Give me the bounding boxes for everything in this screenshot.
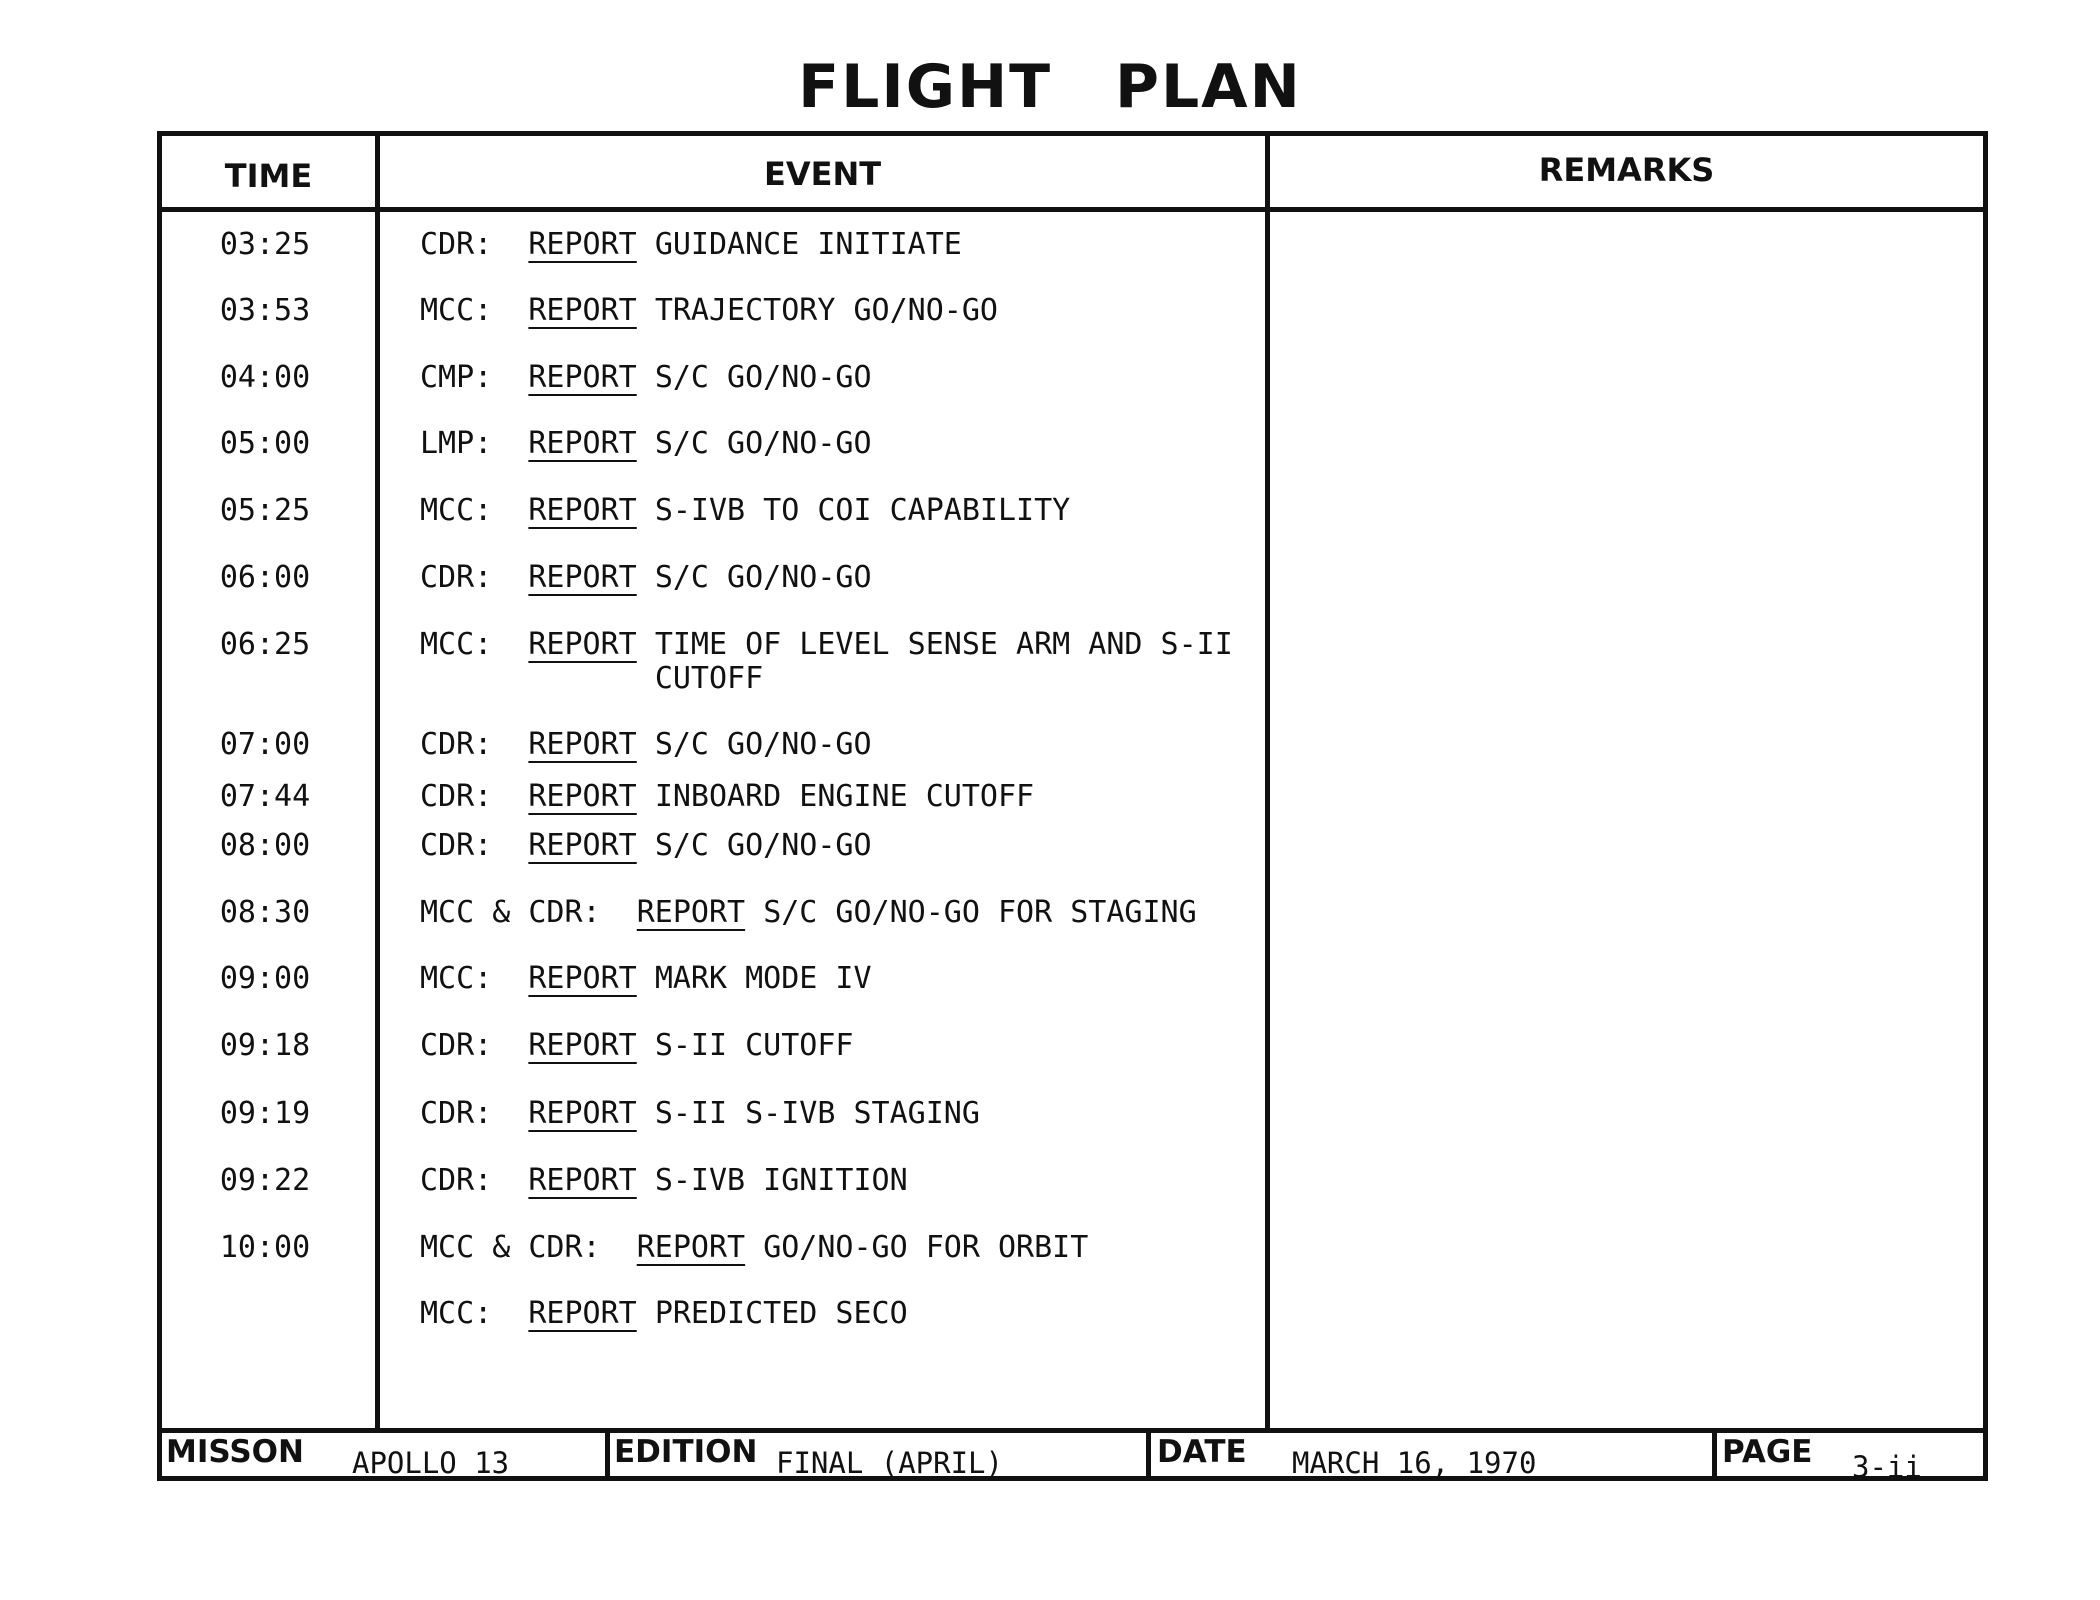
- row-description: [655, 228, 962, 262]
- row-actor: CDR:: [420, 1096, 493, 1131]
- footer-divider-1: [605, 1428, 610, 1481]
- row-text: S-IVB TO COI CAPABILITY: [654, 493, 1071, 528]
- row-actor: CDR:: [420, 1163, 493, 1198]
- row-time: 08:30: [219, 895, 311, 930]
- row-time: 08:00: [219, 828, 311, 863]
- row-action: REPORT: [528, 560, 637, 595]
- row-action: REPORT: [528, 1296, 637, 1331]
- row-actor: CDR:: [420, 779, 493, 814]
- row-actor: LMP:: [420, 426, 493, 461]
- row-text: TIME OF LEVEL SENSE ARM AND S-II: [654, 627, 1233, 662]
- row-event: [420, 361, 872, 395]
- time-header: TIME: [224, 157, 313, 195]
- row-actor: CDR:: [420, 1028, 493, 1063]
- event-column-divider: [1265, 131, 1270, 1433]
- row-time: 09:18: [219, 1028, 311, 1063]
- row-description: [763, 1231, 1088, 1265]
- row-actor: MCC & CDR:: [420, 1230, 601, 1265]
- row-event: [420, 294, 998, 328]
- row-event: [420, 228, 962, 262]
- footer-divider-2: [1146, 1428, 1151, 1481]
- row-text: S/C GO/NO-GO: [654, 360, 872, 395]
- remarks-header: REMARKS: [1538, 151, 1715, 189]
- row-action: REPORT: [528, 828, 637, 863]
- row-event: [420, 780, 1034, 814]
- row-time: 06:25: [219, 627, 311, 662]
- footer-divider-3: [1712, 1428, 1717, 1481]
- row-text: TRAJECTORY GO/NO-GO: [654, 293, 998, 328]
- row-time: 09:19: [219, 1096, 311, 1131]
- row-time: 06:00: [219, 560, 311, 595]
- row-time: 07:44: [219, 779, 311, 814]
- edition-label: EDITION: [614, 1434, 758, 1470]
- row-event: [420, 1029, 854, 1063]
- row-event: [420, 427, 872, 461]
- row-description: [655, 728, 872, 762]
- row-event: [420, 829, 872, 863]
- row-description: [655, 294, 998, 328]
- row-description: [655, 1164, 908, 1198]
- row-description: [763, 896, 1196, 930]
- row-description: [655, 427, 872, 461]
- row-description: [655, 1297, 908, 1331]
- row-actor: MCC:: [420, 961, 493, 996]
- row-time: 04:00: [219, 360, 311, 395]
- row-action: REPORT: [528, 293, 637, 328]
- row-time: 03:53: [219, 293, 311, 328]
- row-actor: CDR:: [420, 828, 493, 863]
- row-action: REPORT: [528, 961, 637, 996]
- row-actor: CDR:: [420, 560, 493, 595]
- row-event: [420, 1231, 1088, 1265]
- row-action: REPORT: [528, 779, 637, 814]
- mission-value: APOLLO 13: [352, 1446, 510, 1480]
- row-text: S/C GO/NO-GO FOR STAGING: [763, 895, 1197, 930]
- row-text: S/C GO/NO-GO: [654, 828, 872, 863]
- row-event: [420, 1297, 908, 1331]
- header-divider: [157, 207, 1988, 212]
- row-text: S-II S-IVB STAGING: [654, 1096, 980, 1131]
- row-action: REPORT: [528, 727, 637, 762]
- row-event: [420, 628, 1233, 696]
- row-actor: MCC:: [420, 627, 493, 662]
- row-event: [420, 561, 872, 595]
- row-event: [420, 1097, 980, 1131]
- row-description: [655, 829, 872, 863]
- row-text: S-II CUTOFF: [654, 1028, 854, 1063]
- row-time: 10:00: [219, 1230, 311, 1265]
- row-time: 09:00: [219, 961, 311, 996]
- time-column-divider: [375, 131, 380, 1433]
- row-text-continued: CUTOFF: [654, 661, 764, 696]
- mission-label: MISSON: [166, 1434, 304, 1470]
- row-actor: MCC:: [420, 293, 493, 328]
- row-description: [655, 494, 1070, 528]
- row-action: REPORT: [636, 895, 746, 930]
- row-time: 05:00: [219, 426, 311, 461]
- row-actor: CMP:: [420, 360, 493, 395]
- row-action: REPORT: [528, 627, 637, 662]
- row-text: S/C GO/NO-GO: [654, 560, 872, 595]
- row-actor: CDR:: [420, 227, 493, 262]
- row-actor: MCC:: [420, 1296, 493, 1331]
- row-action: REPORT: [528, 426, 637, 461]
- row-event: [420, 494, 1070, 528]
- row-text: S/C GO/NO-GO: [654, 727, 872, 762]
- row-time: 09:22: [219, 1163, 311, 1198]
- row-text: GUIDANCE INITIATE: [654, 227, 962, 262]
- row-event: [420, 896, 1197, 930]
- row-time: 03:25: [219, 227, 311, 262]
- row-description: [655, 361, 872, 395]
- row-actor: CDR:: [420, 727, 493, 762]
- row-description: [655, 962, 872, 996]
- row-actor: MCC & CDR:: [420, 895, 601, 930]
- page-value: 3-ii: [1852, 1450, 1922, 1484]
- row-action: REPORT: [636, 1230, 746, 1265]
- edition-value: FINAL (APRIL): [776, 1446, 1003, 1480]
- row-text: PREDICTED SECO: [654, 1296, 908, 1331]
- row-event: [420, 1164, 908, 1198]
- row-event: [420, 962, 872, 996]
- row-text: INBOARD ENGINE CUTOFF: [654, 779, 1035, 814]
- row-action: REPORT: [528, 1028, 637, 1063]
- row-text: S-IVB IGNITION: [654, 1163, 908, 1198]
- page-label: PAGE: [1722, 1434, 1813, 1470]
- row-description: [655, 561, 872, 595]
- row-action: REPORT: [528, 493, 637, 528]
- row-action: REPORT: [528, 360, 637, 395]
- row-time: 05:25: [219, 493, 311, 528]
- row-description: [655, 1097, 980, 1131]
- row-action: REPORT: [528, 1096, 637, 1131]
- row-description: [655, 780, 1034, 814]
- row-event: [420, 728, 872, 762]
- row-action: REPORT: [528, 1163, 637, 1198]
- row-text: GO/NO-GO FOR ORBIT: [763, 1230, 1089, 1265]
- row-description: [655, 1029, 854, 1063]
- row-actor: MCC:: [420, 493, 493, 528]
- row-text: S/C GO/NO-GO: [654, 426, 872, 461]
- event-header: EVENT: [763, 155, 882, 193]
- row-text: MARK MODE IV: [654, 961, 872, 996]
- date-value: MARCH 16, 1970: [1292, 1446, 1537, 1480]
- page-title: FLIGHT PLAN: [798, 52, 1302, 122]
- row-time: 07:00: [219, 727, 311, 762]
- row-action: REPORT: [528, 227, 637, 262]
- date-label: DATE: [1157, 1434, 1247, 1470]
- row-description: [655, 628, 1233, 696]
